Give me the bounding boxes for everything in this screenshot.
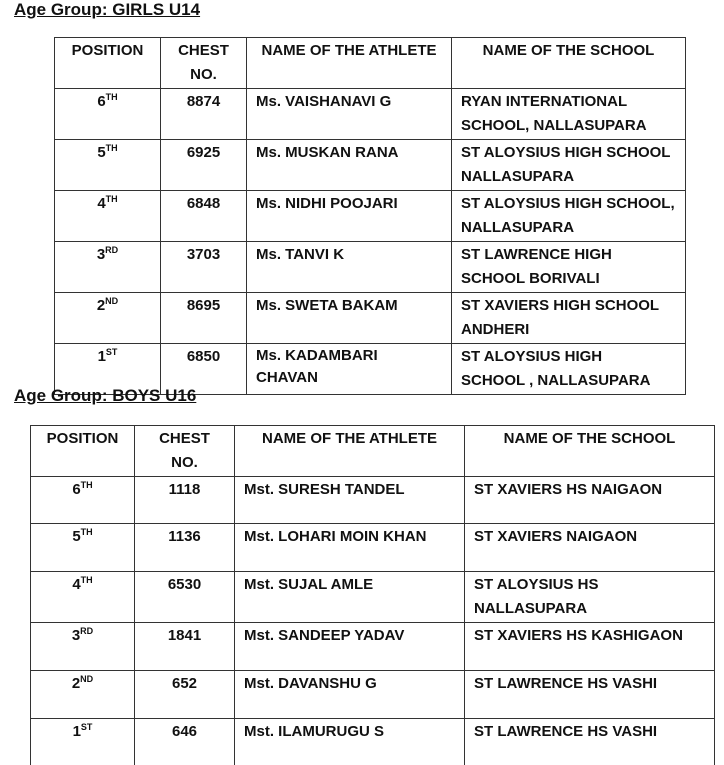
chest-no-cell: 6848 (161, 191, 247, 242)
header-athlete-name: NAME OF THE ATHLETE (235, 426, 465, 477)
position-cell: 3RD (55, 242, 161, 293)
table-row (31, 671, 715, 719)
table-row (31, 719, 715, 765)
school-name-cell: ST XAVIERS HS NAIGAON (465, 477, 715, 524)
position-cell: 5TH (55, 140, 161, 191)
school-name-cell: ST LAWRENCE HS VASHI (465, 671, 715, 719)
athlete-name-cell: Ms. VAISHANAVI G (247, 89, 452, 140)
school-name-cell: ST LAWRENCE HIGH SCHOOL BORIVALI (452, 242, 686, 293)
athlete-name-cell: Ms. KADAMBARI CHAVAN (247, 344, 452, 395)
header-position: POSITION (31, 426, 135, 477)
section-heading-girls-u14: Age Group: GIRLS U14 (14, 0, 201, 19)
table-row (55, 242, 686, 293)
athlete-name-cell: Mst. DAVANSHU G (235, 671, 465, 719)
chest-no-cell: 1841 (135, 623, 235, 671)
table-header-row (55, 38, 686, 89)
table-row (31, 524, 715, 572)
athlete-name-cell: Mst. SURESH TANDEL (235, 477, 465, 524)
header-school-name: NAME OF THE SCHOOL (452, 38, 686, 89)
results-table-boys-u16 (30, 425, 715, 765)
chest-no-cell: 8695 (161, 293, 247, 344)
table-row (31, 477, 715, 524)
table-row (55, 293, 686, 344)
athlete-name-cell: Ms. TANVI K (247, 242, 452, 293)
chest-no-cell: 6530 (135, 572, 235, 623)
athlete-name-cell: Mst. ILAMURUGU S (235, 719, 465, 765)
table-row (31, 623, 715, 671)
table-header-row (31, 426, 715, 477)
chest-no-cell: 6925 (161, 140, 247, 191)
position-cell: 2ND (31, 671, 135, 719)
chest-no-cell: 6850 (161, 344, 247, 395)
athlete-name-cell: Ms. NIDHI POOJARI (247, 191, 452, 242)
chest-no-cell: 8874 (161, 89, 247, 140)
chest-no-cell: 1118 (135, 477, 235, 524)
results-table-girls-u14 (54, 37, 686, 395)
position-cell: 5TH (31, 524, 135, 572)
position-cell: 2ND (55, 293, 161, 344)
table-row (55, 89, 686, 140)
position-cell: 1ST (55, 344, 161, 395)
position-cell: 6TH (31, 477, 135, 524)
table-row (55, 191, 686, 242)
table-row (31, 572, 715, 623)
school-name-cell: ST XAVIERS NAIGAON (465, 524, 715, 572)
chest-no-cell: 646 (135, 719, 235, 765)
header-position: POSITION (55, 38, 161, 89)
position-cell: 6TH (55, 89, 161, 140)
section-heading-boys-u16: Age Group: BOYS U16 (14, 386, 197, 405)
chest-no-cell: 3703 (161, 242, 247, 293)
athlete-name-cell: Mst. LOHARI MOIN KHAN (235, 524, 465, 572)
chest-no-cell: 652 (135, 671, 235, 719)
header-chest-no: CHEST NO. (161, 38, 247, 89)
header-athlete-name: NAME OF THE ATHLETE (247, 38, 452, 89)
header-school-name: NAME OF THE SCHOOL (465, 426, 715, 477)
school-name-cell: ST ALOYSIUS HIGH SCHOOL , NALLASUPARA (452, 344, 686, 395)
position-cell: 4TH (31, 572, 135, 623)
athlete-name-cell: Mst. SUJAL AMLE (235, 572, 465, 623)
header-chest-no: CHEST NO. (135, 426, 235, 477)
position-cell: 4TH (55, 191, 161, 242)
table-row (55, 140, 686, 191)
chest-no-cell: 1136 (135, 524, 235, 572)
school-name-cell: ST ALOYSIUS HIGH SCHOOL NALLASUPARA (452, 140, 686, 191)
athlete-name-cell: Mst. SANDEEP YADAV (235, 623, 465, 671)
school-name-cell: ST ALOYSIUS HS NALLASUPARA (465, 572, 715, 623)
position-cell: 3RD (31, 623, 135, 671)
athlete-name-cell: Ms. SWETA BAKAM (247, 293, 452, 344)
school-name-cell: ST XAVIERS HS KASHIGAON (465, 623, 715, 671)
position-cell: 1ST (31, 719, 135, 765)
school-name-cell: ST LAWRENCE HS VASHI (465, 719, 715, 765)
athlete-name-cell: Ms. MUSKAN RANA (247, 140, 452, 191)
school-name-cell: ST XAVIERS HIGH SCHOOL ANDHERI (452, 293, 686, 344)
school-name-cell: RYAN INTERNATIONAL SCHOOL, NALLASUPARA (452, 89, 686, 140)
school-name-cell: ST ALOYSIUS HIGH SCHOOL, NALLASUPARA (452, 191, 686, 242)
